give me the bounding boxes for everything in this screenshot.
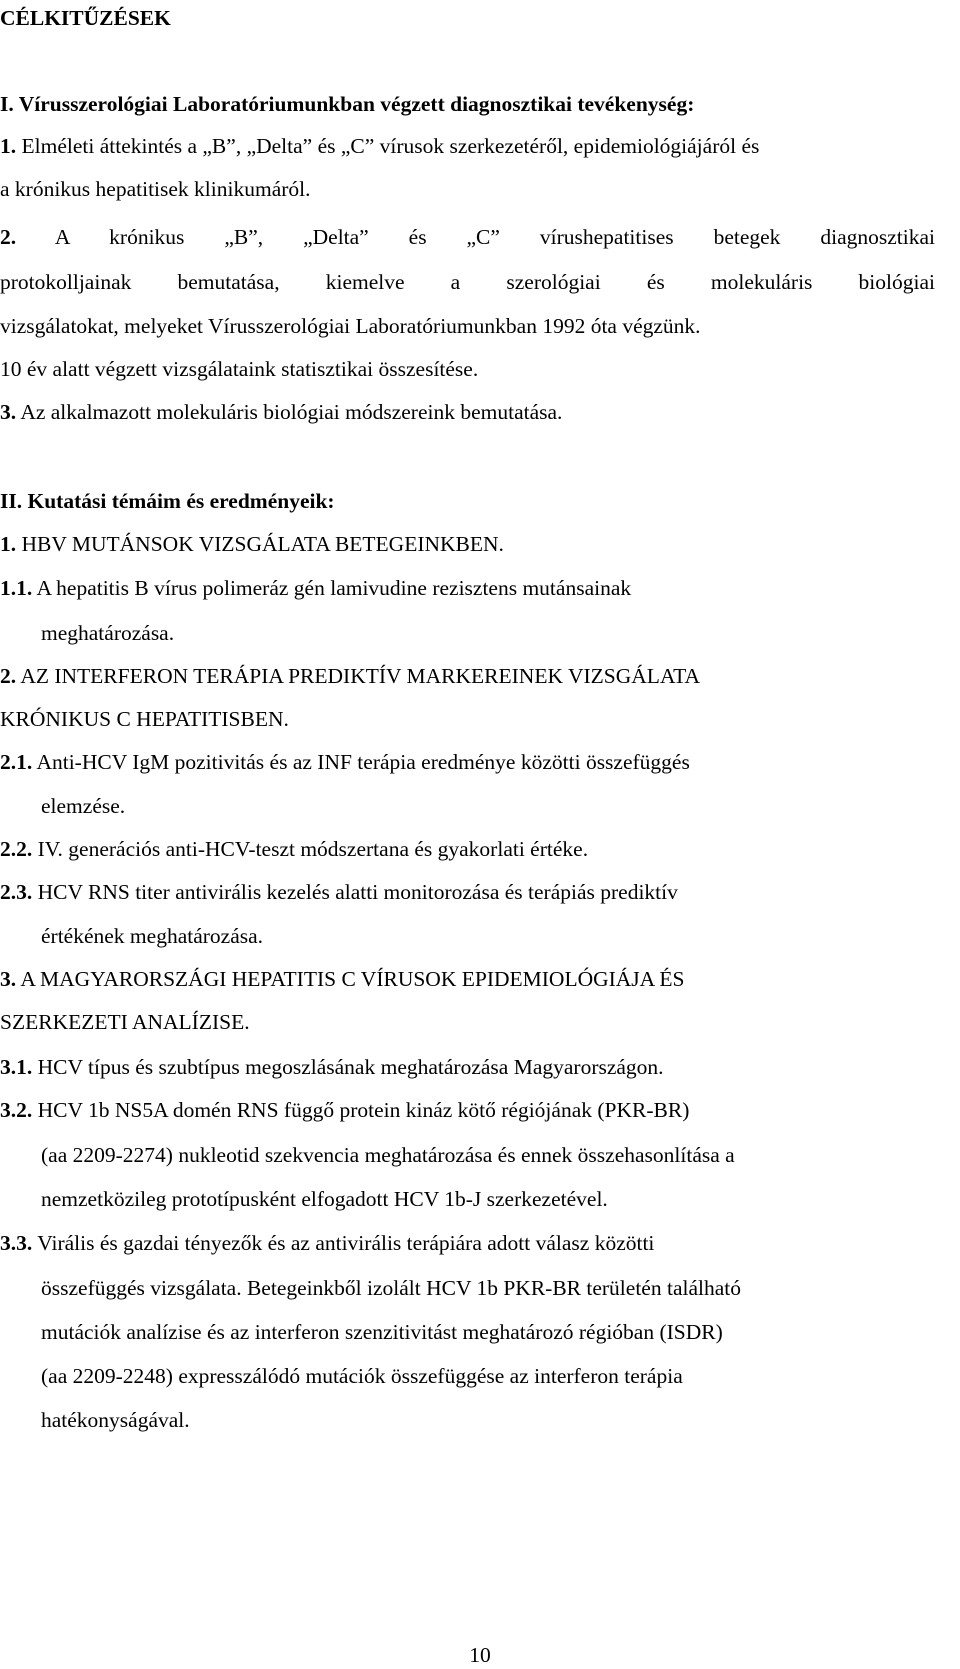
topic-text: HCV RNS titer antivirális kezelés alatti monitorozása és terápiás prediktív [32,880,678,904]
page-title [0,4,171,32]
topic-3-line-2 [0,1008,250,1036]
topic-3-line-1 [0,965,684,993]
item-text: Elméleti áttekintés a „B”, „Delta” és „C” vírusok szerkezetéről, epidemiológiájáról és [16,134,760,158]
topic-number: 3.1. [0,1055,33,1079]
topic-text: Anti-HCV IgM pozitivitás és az INF terápia eredménye közötti összefüggés [32,750,690,774]
topic-2-3-line-2 [41,922,263,950]
topic-number: 1. [0,532,17,556]
topic-number: 3.3. [0,1231,33,1255]
topic-text: (aa 2209-2274) nukleotid szekvencia meghatározása és ennek összehasonlítása a [41,1143,735,1167]
section-1-item-1-line-2 [0,175,311,203]
topic-text: elemzése. [41,794,126,818]
page-title-text: CÉLKITŰZÉSEK [0,6,171,30]
topic-text: IV. generációs anti-HCV-teszt módszertana és gyakorlati értéke. [32,837,589,861]
topic-text: Virális és gazdai tényezők és az antivirális terápiára adott válasz közötti [32,1231,655,1255]
topic-3-3-line-2 [41,1274,741,1302]
section-1-item-2-line-4 [0,355,478,383]
item-text: 10 év alatt végzett vizsgálataink statisztikai összesítése. [0,357,479,381]
topic-number: 2. [0,664,17,688]
topic-text: értékének meghatározása. [41,924,264,948]
topic-text: HCV típus és szubtípus megoszlásának meghatározása Magyarországon. [32,1055,664,1079]
topic-text: HBV MUTÁNSOK VIZSGÁLATA BETEGEINKBEN. [16,532,504,556]
topic-2-1-line-2 [41,792,125,820]
topic-text: SZERKEZETI ANALÍZISE. [0,1010,250,1034]
topic-text: nemzetközileg prototípusként elfogadott HCV 1b-J szerkezetével. [41,1187,608,1211]
topic-3-2-line-2 [41,1141,735,1169]
topic-3-3-line-5 [41,1406,190,1434]
topic-text: mutációk analízise és az interferon szenzitivitást meghatározó régióban (ISDR) [41,1320,723,1344]
section-1-item-1-line-1 [0,132,759,160]
topic-text: A MAGYARORSZÁGI HEPATITIS C VÍRUSOK EPIDEMIOLÓGIÁJA ÉS [16,967,685,991]
topic-text: meghatározása. [41,621,175,645]
item-text: protokolljainak bemutatása, kiemelve a szerológiai és molekuláris biológiai [0,270,935,294]
item-text: A krónikus „B”, „Delta” és „C” vírushepatitises betegek diagnosztikai [16,225,935,249]
topic-text: összefüggés vizsgálata. Betegeinkből izolált HCV 1b PKR-BR területén található [41,1276,741,1300]
topic-text: hatékonyságával. [41,1408,190,1432]
topic-number: 3.2. [0,1098,33,1122]
section-1-heading-text: I. Vírusszerológiai Laboratóriumunkban végzett diagnosztikai tevékenység: [0,92,695,116]
topic-number: 2.3. [0,880,33,904]
topic-3-3-line-3 [41,1318,723,1346]
item-number: 3. [0,400,17,424]
section-1-item-2-line-2 [0,268,935,296]
topic-3-2-line-1 [0,1096,689,1124]
section-1-item-2-line-1 [0,223,935,251]
topic-3-3-line-4 [41,1362,683,1390]
section-1-item-3 [0,398,562,426]
topic-2-3-line-1 [0,878,678,906]
section-2-heading [0,487,335,515]
topic-text: HCV 1b NS5A domén RNS függő protein kináz kötő régiójának (PKR-BR) [32,1098,690,1122]
topic-3-2-line-3 [41,1185,608,1213]
topic-3-1 [0,1053,664,1081]
topic-text: A hepatitis B vírus polimeráz gén lamivudine rezisztens mutánsainak [32,576,632,600]
topic-2-line-1 [0,662,700,690]
topic-number: 2.1. [0,750,33,774]
topic-2-1-line-1 [0,748,690,776]
topic-2-line-2 [0,705,289,733]
topic-number: 3. [0,967,17,991]
topic-2-2 [0,835,588,863]
topic-1-1-line-1 [0,574,631,602]
topic-number: 1.1. [0,576,33,600]
topic-text: (aa 2209-2248) expresszálódó mutációk összefüggése az interferon terápia [41,1364,683,1388]
topic-text: AZ INTERFERON TERÁPIA PREDIKTÍV MARKEREINEK VIZSGÁLATA [16,664,701,688]
item-text: a krónikus hepatitisek klinikumáról. [0,177,311,201]
page-number: 10 [469,1643,491,1667]
topic-text: KRÓNIKUS C HEPATITISBEN. [0,707,289,731]
topic-1 [0,530,504,558]
topic-number: 2.2. [0,837,33,861]
item-text: Az alkalmazott molekuláris biológiai módszereink bemutatása. [16,400,563,424]
section-2-heading-text: II. Kutatási témáim és eredményeik: [0,489,335,513]
item-number: 1. [0,134,17,158]
topic-3-3-line-1 [0,1229,654,1257]
topic-1-1-line-2 [41,619,174,647]
item-text: vizsgálatokat, melyeket Vírusszerológiai Laboratóriumunkban 1992 óta végzünk. [0,314,701,338]
section-1-item-2-line-3 [0,312,701,340]
item-number: 2. [0,225,17,249]
section-1-heading [0,90,694,118]
